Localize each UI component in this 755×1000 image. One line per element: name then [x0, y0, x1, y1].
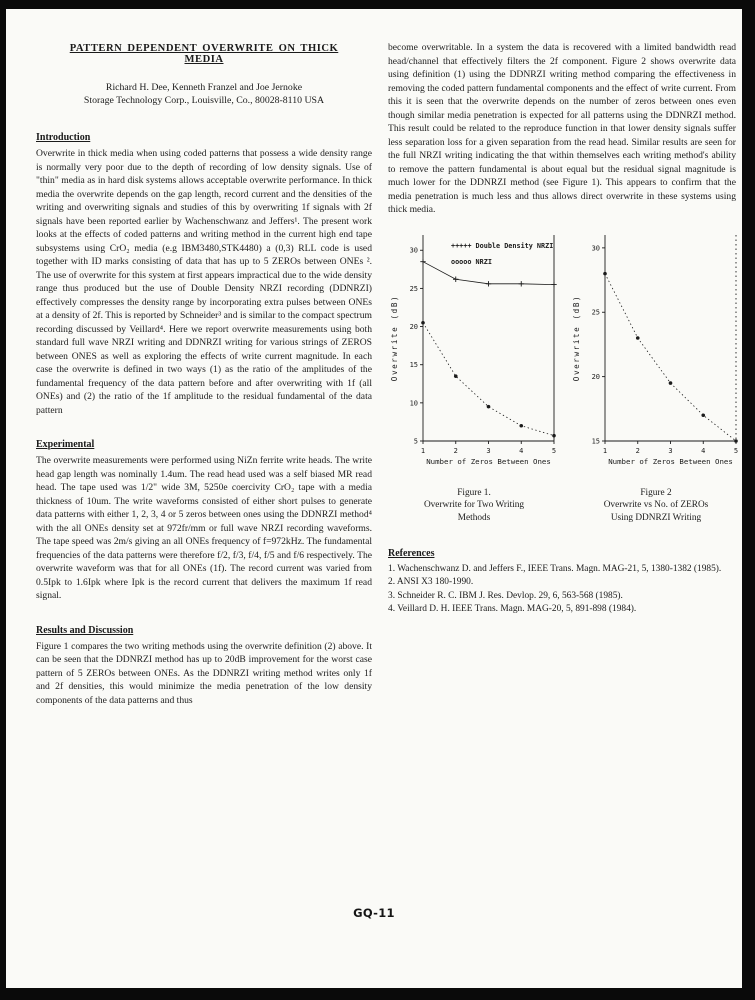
svg-text:1: 1	[420, 446, 426, 455]
figure1-caption-line3: Methods	[457, 512, 491, 523]
svg-text:Number of Zeros Between Ones: Number of Zeros Between Ones	[608, 456, 733, 466]
svg-text:ooooo NRZI: ooooo NRZI	[451, 257, 492, 266]
figure2-caption-line1: Figure 2	[640, 487, 672, 498]
figure1-caption-line1: Figure 1.	[457, 487, 491, 498]
svg-text:5: 5	[551, 446, 557, 455]
results-paragraph: Figure 1 compares the two writing methods using the overwrite definition (2) above. It can be seen that the DDNRZI method has up to 20dB improvement for the worst case pattern of 5 ZEROs between ONEs. As the DDNRZI writing method writes only 1f and 2f densities, this would minimize the media penetration of the low density components of the data patterns and thus	[36, 640, 372, 706]
authors-line: Richard H. Dee, Kenneth Franzel and Joe Jernoke	[105, 82, 303, 93]
section-heading-experimental: Experimental	[36, 439, 95, 450]
svg-text:20: 20	[409, 322, 418, 331]
page-number-label: GQ-11	[353, 906, 395, 920]
svg-text:5: 5	[413, 436, 418, 445]
figure1-caption	[388, 487, 560, 525]
figure2-caption-line2: Overwrite vs No. of ZEROs	[603, 500, 709, 510]
svg-text:15: 15	[591, 436, 600, 445]
reference-list	[388, 563, 736, 617]
svg-text:5: 5	[733, 446, 739, 455]
svg-text:2: 2	[635, 446, 640, 455]
svg-text:3: 3	[668, 446, 673, 455]
svg-text:Number of Zeros Between Ones: Number of Zeros Between Ones	[426, 456, 551, 466]
svg-text:2: 2	[453, 446, 458, 455]
figure2-caption-line3: Using DDNRZI Writing	[610, 512, 702, 523]
figure2-caption	[570, 487, 742, 525]
svg-text:1: 1	[602, 446, 608, 455]
svg-text:15: 15	[409, 360, 418, 369]
figure1-line-chart	[388, 229, 560, 475]
references-section	[388, 548, 736, 617]
figures-row	[388, 229, 739, 525]
reference-item: 4. Veillard D. H. IEEE Trans. Magn. MAG-20, 5, 891-898 (1984).	[388, 604, 637, 615]
svg-text:3: 3	[486, 446, 491, 455]
left-column	[36, 29, 372, 707]
reference-item: 3. Schneider R. C. IBM J. Res. Devlop. 29, 6, 563-568 (1985).	[388, 590, 623, 601]
scanned-paper-page	[6, 9, 742, 988]
page-title: PATTERN DEPENDENT OVERWRITE ON THICK MEDIA	[69, 43, 339, 65]
introduction-paragraph: Overwrite in thick media when using coded patterns that possess a wide density range is normally very poor due to the depth of recording of low density signals. Use of "thin" media as in hard disk systems allows acceptable overwrite performance. In thick media the overwrite depends on the gap length, record current and the densities of the writing and overwriting signals and studies of this by overwriting 1f signals with 2f signals have been reported earlier by Wachenschwanz and Jeffers¹. The present work looks at the effects of coded patterns and writing method in the current high end tape subsystems using CrO₂ media (e.g IBM3480,STK4480) a (0,3) RLL code is used together with ID marks consisting of data that has up to 5 ZEROs between ONEs ². The use of overwrite for this system at first appears impractical due to the wide density range thus produced but the use of Double Density NRZI recording (DDNRZI) effectively compresses the density range by incorporating extra pulses between ONEs at a density of 2f. This is reported by Schneider³ and is similar to the compact spectrum recording discussed by Veillard⁴. Here we report overwrite measurements using both standard full wave NRZI writing and DDNRZI writing for various strings of ZEROS between ONES as well as exploring the effects of write current magnitude. In each case the overwrite is defined in two ways (1) as the ratio of the amplitudes of the fundamental frequency of the data pattern before and after overwriting with 1f (all ONEs) and (2) the ratio of the 1f amplitude to the residual fundamental of the data pattern	[36, 148, 372, 416]
right-column	[388, 25, 739, 617]
svg-text:4: 4	[519, 446, 524, 455]
svg-text:4: 4	[701, 446, 706, 455]
references-heading: References	[388, 548, 435, 559]
reference-item: 2. ANSI X3 180-1990.	[388, 577, 474, 588]
svg-text:Overwrite (dB): Overwrite (dB)	[390, 294, 399, 381]
experimental-paragraph: The overwrite measurements were performed using NiZn ferrite write heads. The write head gap length was nominally 1.4um. The read head used was a self biased MR read head. The tape used was 1/2" wide 3M, 5250e coercivity CrO₂ tape with a media thickness of 10um. The write waveforms consisted of either short pulses to generate data patterns with either 1, 2, 3, 4 or 5 zeros between ones using the DDNRZI method⁴ with the all ONEs density set at 972fr/mm or full wave NRZI recording waveforms. The tape speed was 2m/s giving an all ONEs frequency of f=972kHz. The fundamental frequencies of the data patterns were therefore f/2, f/3, f/4, f/5 and f/6 respectively. The overwrite waveform was that for all ONEs (1f). The record current was varied from 0.5Ipk to 1.6Ipk where Ipk is the record current that delivers the maximum 1f read signal.	[36, 455, 372, 601]
reference-item: 1. Wachenschwanz D. and Jeffers F., IEEE Trans. Magn. MAG-21, 5, 1380-1382 (1985).	[388, 564, 722, 574]
affiliation-line: Storage Technology Corp., Louisville, Co., 80028-8110 USA	[83, 95, 325, 106]
svg-text:30: 30	[409, 246, 418, 255]
figure2-line-chart	[570, 229, 742, 475]
continuation-paragraph: become overwritable. In a system the data is recovered with a limited bandwidth read head/channel that effectively filters the 2f component. Figure 2 shows overwrite data using definition (1) using the DDNRZI writing method comparing the effectiveness in removing the coded pattern fundamental components and the effect of write current. From this it is seen that the overwrite depends on the number of zeros between ones even though similar media penetration is expected for all patterns using the DDNRZI method. This result could be related to the reproduce function in that lower density signals suffer less separation loss for a given separation from the read head. Similar results are seen for the full NRZI writing indicating the that within themselves each writing method's ability to remove the pattern fundamental is about equal but the residual signal magnitude is much lower for the DDNRZI method (see Figure 1). This appears to confirm that the media penetration is much less and thus allows direct overwrite in these systems using thick media.	[388, 42, 736, 215]
svg-text:30: 30	[591, 243, 600, 252]
svg-text:+++++ Double Density NRZI: +++++ Double Density NRZI	[451, 241, 554, 250]
figure-1	[388, 229, 560, 525]
svg-text:10: 10	[409, 398, 418, 407]
figure-2	[570, 229, 742, 525]
section-heading-results: Results and Discussion	[36, 624, 134, 636]
section-heading-introduction: Introduction	[36, 132, 91, 143]
svg-text:Overwrite (dB): Overwrite (dB)	[572, 294, 581, 381]
svg-text:25: 25	[591, 308, 600, 317]
svg-text:25: 25	[409, 284, 418, 293]
svg-text:20: 20	[591, 372, 600, 381]
figure1-caption-line2: Overwrite for Two Writing	[423, 500, 525, 510]
